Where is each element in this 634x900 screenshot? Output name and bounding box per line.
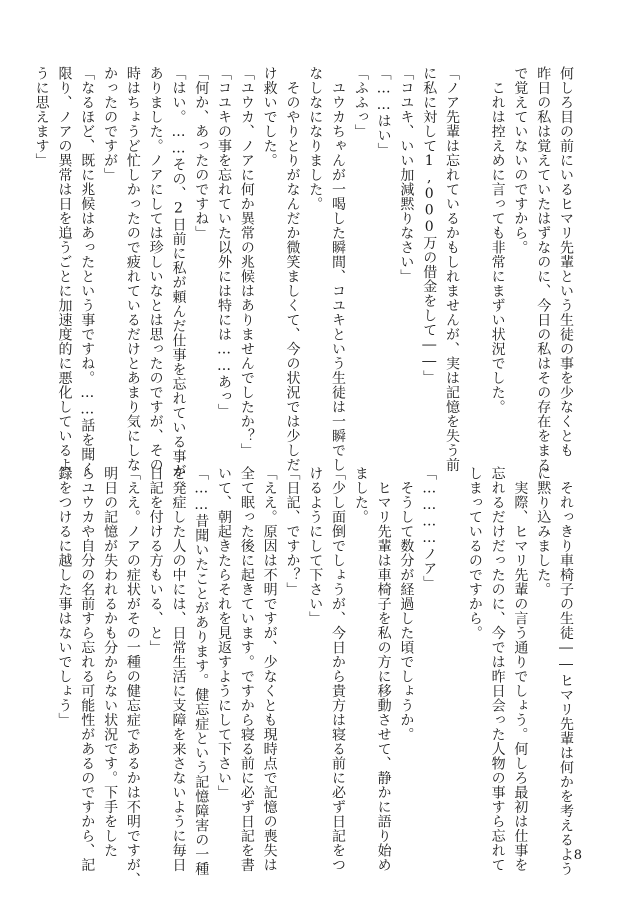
text-line: なしなになりました。 bbox=[307, 66, 324, 211]
text-line: いて、朝起きたらそれを見返すようにして下さい」 bbox=[216, 466, 233, 800]
text-line: 「…………ノア」 bbox=[421, 466, 438, 590]
text-line: ありました。ノアにしては珍しいなとは思ったのですが、その bbox=[147, 66, 164, 472]
text-line: それっきり車椅子の生徒――ヒマリ先輩は何かを考えるよう bbox=[558, 466, 574, 876]
page-number: 8 bbox=[573, 848, 582, 863]
text-line: 「なるほど、既に兆候はあったという事ですね。……話を聞く bbox=[79, 66, 96, 476]
text-line: 「ええ。原因は不明ですが、少なくとも現時点で記憶の喪失は bbox=[261, 466, 278, 872]
text-line: 忘れるだけだったのに、今では昨日会った人物の事すら忘れて bbox=[489, 466, 506, 872]
text-line: 「コユキの事を忘れていた以外には特には……あっ」 bbox=[216, 66, 233, 418]
lower-text-block bbox=[56, 466, 577, 887]
text-line: 明日の記憶が失われるかも分からない状況です。下手をした bbox=[102, 466, 119, 858]
text-line: を発症した人の中には、日常生活に支障を来さないように毎日 bbox=[170, 466, 187, 872]
text-line: けるようにして下さい」 bbox=[307, 466, 324, 626]
text-line: で覚えていないのですから。 bbox=[512, 66, 529, 255]
text-line: かったのですが」 bbox=[102, 66, 119, 182]
text-line: 限り、ノアの異常は日を追うごとに加速度的に悪化しているよ bbox=[56, 66, 73, 472]
text-line: しまっているのですから。 bbox=[466, 466, 483, 640]
text-line: ました。 bbox=[352, 466, 369, 524]
text-line: 録をつけるに越した事はないでしょう」 bbox=[56, 466, 73, 727]
text-line: 「ふふっ」 bbox=[352, 66, 369, 139]
text-line: そうして数分が経過した頃でしょうか。 bbox=[398, 466, 415, 742]
text-line: 実際、ヒマリ先輩の言う通りでしょう。何しろ最初は仕事を bbox=[512, 466, 529, 872]
text-line: 「ノア先輩は忘れているかもしれませんが、実は記憶を失う前 bbox=[444, 66, 461, 472]
text-line: け救いでした。 bbox=[261, 66, 278, 168]
text-line: 「……昔聞いたことがあります。健忘症という記憶障害の一種 bbox=[193, 466, 210, 876]
text-line: 「ええ。ノアの症状がその一種の健忘症であるかは不明ですが、 bbox=[124, 466, 141, 887]
text-line: 「コユキ、いい加減黙りなさい」 bbox=[398, 66, 415, 284]
text-line: うに思えます」 bbox=[33, 66, 50, 168]
text-line: 「少し面倒でしょうが、今日から貴方は寝る前に必ず日記をつ bbox=[330, 466, 347, 872]
text-line: 「……はい」 bbox=[375, 66, 392, 157]
text-line: これは控えめに言っても非常にまずい状況でした。 bbox=[489, 66, 506, 414]
text-line: に私に対して1,000万の借金をして――」 bbox=[421, 66, 438, 385]
text-line: に黙り込みました。 bbox=[535, 466, 552, 597]
text-line: 「はい。……その、2日前に私が頼んだ仕事を忘れている事が bbox=[170, 66, 187, 478]
text-line: 全て眠った後に起きています。ですから寝る前に必ず日記を書 bbox=[238, 466, 255, 872]
text-line: らユウカや自分の名前すら忘れる可能性があるのですから、記 bbox=[79, 466, 96, 872]
text-line: ヒマリ先輩は車椅子を私の方に移動させて、静かに語り始め bbox=[375, 466, 392, 872]
text-line bbox=[463, 66, 486, 386]
text-line: 昨日の私は覚えていたはずなのに、今日の私はその存在をまる bbox=[535, 66, 552, 472]
text-line: 時はちょうど忙しかったので疲れているだけとあまり気にしな bbox=[124, 66, 141, 472]
text-line: 日記を付ける方もいる、と」 bbox=[147, 466, 164, 655]
text-line: 何しろ目の前にいるヒマリ先輩という生徒の事を少なくとも bbox=[558, 66, 574, 458]
text-line: 「日記、ですか？」 bbox=[284, 466, 301, 597]
text-line: ユウカちゃんが一喝した瞬間、コユキという生徒は一瞬でし bbox=[330, 66, 347, 472]
text-line: 「ユウカ、ノアに何か異常の兆候はありませんでしたか？」 bbox=[238, 66, 255, 458]
text-line: 「何か、あったのですね」 bbox=[193, 66, 210, 240]
text-line: そのやりとりがなんだか微笑ましくて、今の状況では少しだ bbox=[284, 66, 301, 472]
text-line bbox=[440, 466, 463, 786]
upper-text-block bbox=[33, 66, 577, 478]
